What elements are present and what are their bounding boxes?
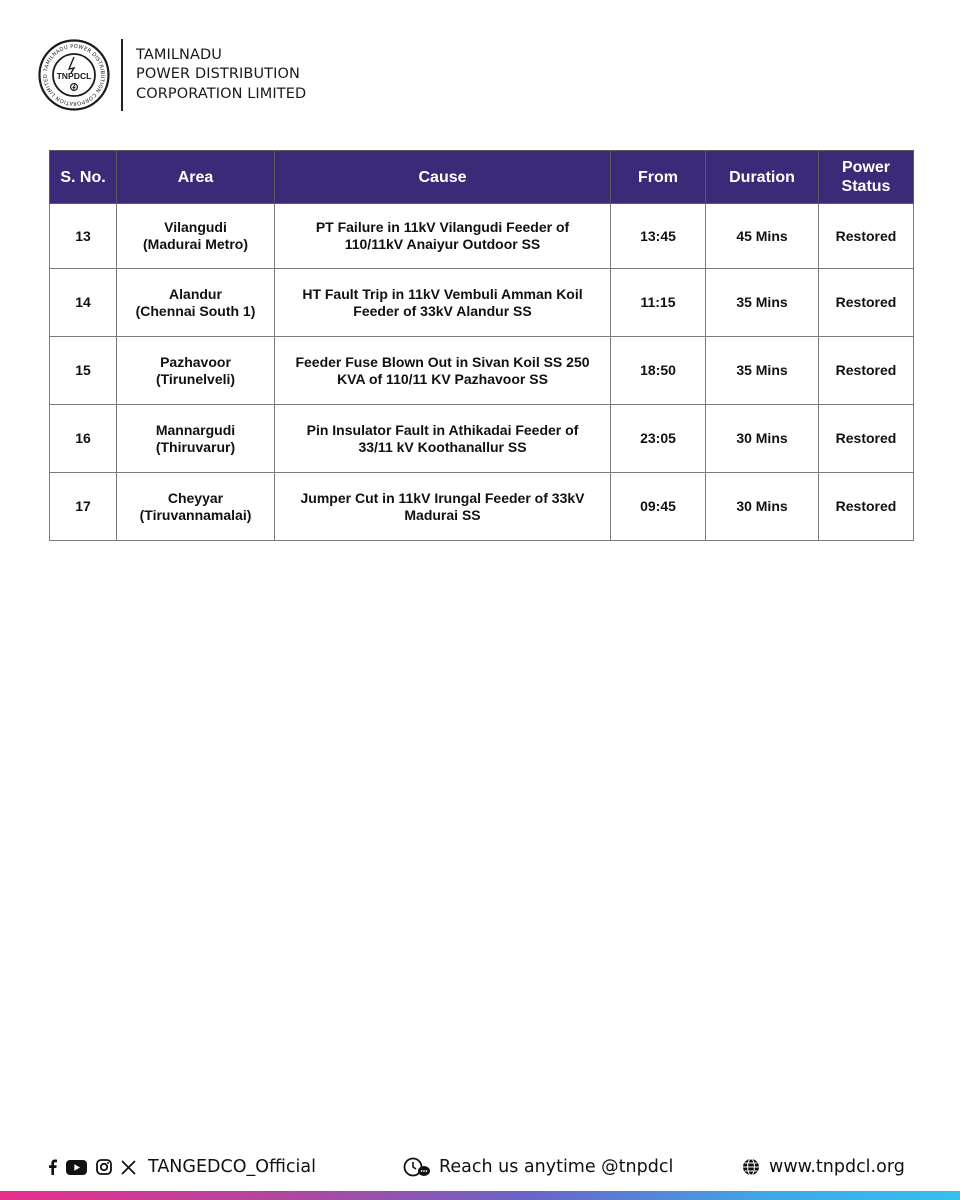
youtube-icon[interactable]	[66, 1160, 87, 1175]
facebook-icon[interactable]	[48, 1159, 57, 1175]
cell-duration: 45 Mins	[706, 204, 819, 269]
cell-area-line: (Chennai South 1)	[135, 302, 256, 319]
table-row	[50, 204, 914, 269]
company-line-2: POWER DISTRIBUTION	[136, 66, 300, 83]
cell-sno: 14	[50, 269, 117, 337]
cell-cause-line: Feeder Fuse Blown Out in Sivan Koil SS 250	[295, 353, 590, 370]
x-icon[interactable]	[121, 1160, 136, 1175]
cell-cause-line: 110/11kV Anaiyur Outdoor SS	[344, 236, 541, 252]
outage-table	[49, 150, 914, 541]
cell-area	[117, 405, 275, 473]
cell-area	[117, 473, 275, 541]
table-row	[50, 337, 914, 405]
cell-from: 13:45	[611, 204, 706, 269]
tnpdcl-logo	[38, 39, 110, 111]
cell-duration: 35 Mins	[706, 269, 819, 337]
cell-area-line: Pazhavoor	[160, 353, 231, 370]
cell-from: 18:50	[611, 337, 706, 405]
outage-table-wrap	[49, 150, 913, 541]
cell-status: Restored	[819, 337, 914, 405]
social-handle-link[interactable]: TANGEDCO_Official	[148, 1157, 316, 1177]
cell-area-line: Mannargudi	[155, 421, 236, 438]
cell-cause-line: Jumper Cut in 11kV Irungal Feeder of 33kV	[300, 489, 585, 506]
cell-sno: 15	[50, 337, 117, 405]
cell-cause	[275, 269, 611, 337]
header-divider	[121, 39, 123, 111]
logo-ring-text: TAMILNADU POWER DISTRIBUTION CORPORATION LIMITED	[42, 43, 106, 107]
cell-cause	[275, 204, 611, 269]
table-row	[50, 473, 914, 541]
cell-cause-line: Pin Insulator Fault in Athikadai Feeder of	[306, 421, 579, 438]
header	[38, 38, 306, 112]
cell-cause	[275, 337, 611, 405]
cell-cause-line: 33/11 kV Koothanallur SS	[358, 438, 527, 455]
header-power-status-line-2: Status	[841, 178, 891, 195]
footer-website	[742, 1156, 905, 1178]
cell-sno: 13	[50, 204, 117, 269]
cell-area	[117, 337, 275, 405]
website-link[interactable]: www.tnpdcl.org	[769, 1157, 905, 1177]
footer-gradient-bar	[0, 1191, 960, 1200]
logo-text: TNPDCL	[56, 71, 92, 81]
cell-sno: 17	[50, 473, 117, 541]
cell-from: 09:45	[611, 473, 706, 541]
cell-status: Restored	[819, 473, 914, 541]
cell-status: Restored	[819, 204, 914, 269]
company-name	[136, 46, 306, 105]
header-power-status	[819, 151, 914, 204]
cell-area-line: Cheyyar	[167, 489, 224, 506]
cell-area	[117, 269, 275, 337]
cell-from: 11:15	[611, 269, 706, 337]
header-from: From	[611, 151, 706, 204]
cell-cause-line: PT Failure in 11kV Vilangudi Feeder of	[315, 219, 570, 235]
cell-duration: 30 Mins	[706, 405, 819, 473]
company-line-3: CORPORATION LIMITED	[136, 85, 307, 102]
cell-cause	[275, 473, 611, 541]
company-line-1: TAMILNADU	[136, 46, 222, 63]
header-sno: S. No.	[50, 151, 117, 204]
cell-cause-line: Madurai SS	[404, 506, 481, 523]
cell-area-line: Vilangudi	[164, 219, 227, 235]
cell-sno: 16	[50, 405, 117, 473]
cell-area-line: (Tiruvannamalai)	[139, 506, 252, 523]
cell-area-line: Alandur	[169, 285, 222, 302]
globe-icon	[742, 1158, 760, 1176]
header-area: Area	[117, 151, 275, 204]
reach-us-text[interactable]: Reach us anytime @tnpdcl	[439, 1157, 674, 1177]
footer	[0, 1148, 960, 1186]
header-cause: Cause	[275, 151, 611, 204]
cell-duration: 35 Mins	[706, 337, 819, 405]
table-row	[50, 405, 914, 473]
cell-cause-line: HT Fault Trip in 11kV Vembuli Amman Koil	[302, 285, 583, 302]
clock-chat-icon	[403, 1156, 431, 1178]
cell-duration: 30 Mins	[706, 473, 819, 541]
cell-area-line: (Tirunelveli)	[155, 370, 236, 387]
cell-status: Restored	[819, 405, 914, 473]
table-header-row	[50, 151, 914, 204]
cell-area	[117, 204, 275, 269]
cell-area-line: (Madurai Metro)	[143, 236, 248, 252]
cell-status: Restored	[819, 269, 914, 337]
cell-cause-line: Feeder of 33kV Alandur SS	[353, 302, 532, 319]
header-duration: Duration	[706, 151, 819, 204]
instagram-icon[interactable]	[96, 1159, 112, 1175]
cell-cause	[275, 405, 611, 473]
cell-area-line: (Thiruvarur)	[155, 438, 236, 455]
cell-cause-line: KVA of 110/11 KV Pazhavoor SS	[337, 370, 548, 387]
cell-from: 23:05	[611, 405, 706, 473]
tnpdcl-logo-seal	[38, 39, 110, 111]
footer-reach	[403, 1156, 673, 1178]
header-power-status-line-1: Power	[841, 159, 890, 176]
table-row	[50, 269, 914, 337]
footer-social	[48, 1156, 316, 1178]
